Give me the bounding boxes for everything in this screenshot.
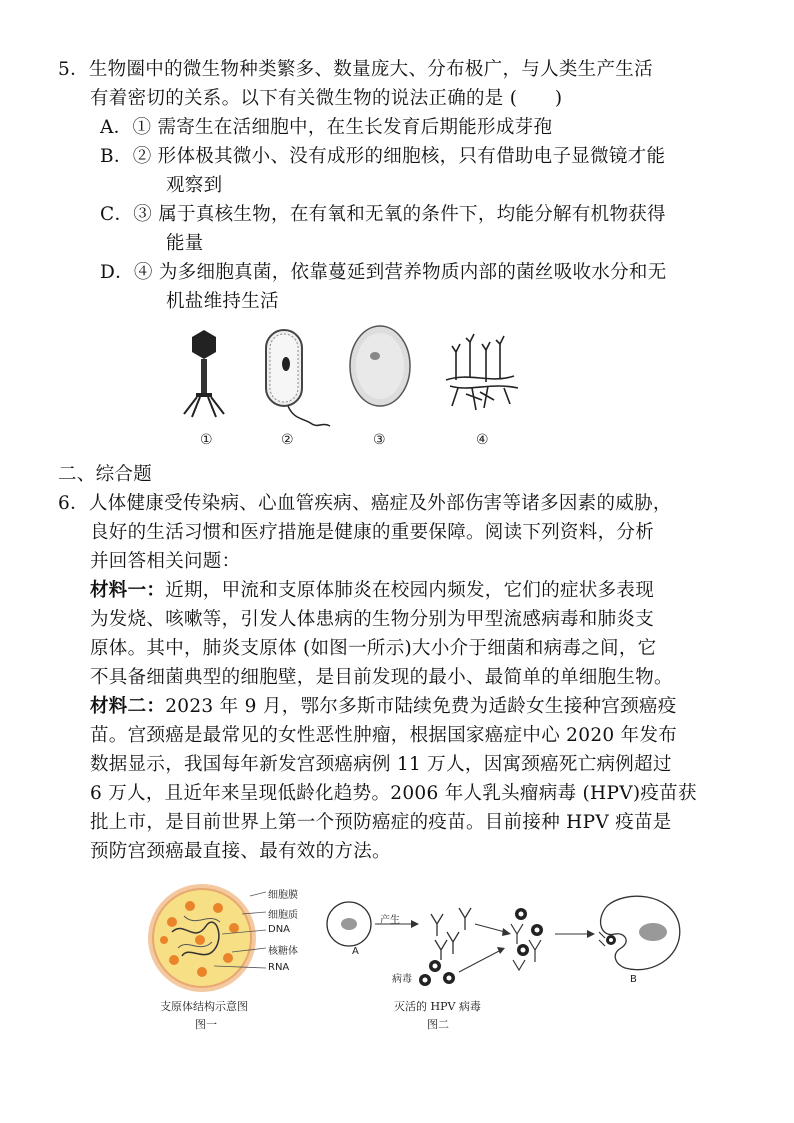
q6-stem-line2: 良好的生活习惯和医疗措施是健康的重要保障。阅读下列资料，分析 (90, 522, 655, 543)
fig2-label-virus: 病毒 (392, 974, 412, 985)
q6-stem-line1: 6．人体健康受传染病、心血管疾病、癌症及外部伤害等诸多因素的威胁， (58, 493, 672, 514)
yeast-illustration (350, 326, 410, 406)
fig1-label-ribosome: 核糖体 (268, 946, 298, 957)
material2-label: 材料二： (90, 696, 166, 717)
material2-line6: 预防宫颈癌最直接、最有效的方法。 (90, 841, 391, 862)
material1-line1: 材料一：近期，甲流和支原体肺炎在校园内频发，它们的症状多表现 (90, 580, 655, 601)
q5-option-d-line1: D．④ 为多细胞真菌，依靠蔓延到营养物质内部的菌丝吸收水分和无 (100, 262, 667, 283)
q5-figure-label-4: ④ (476, 432, 489, 448)
material2-line5: 批上市，是目前世界上第一个预防癌症的疫苗。目前接种 HPV 疫苗是 (90, 812, 672, 833)
fig2-caption: 灭活的 HPV 病毒 (394, 1000, 481, 1013)
q5-option-b-line2: 观察到 (166, 175, 223, 196)
material2-line2: 苗。宫颈癌是最常见的女性恶性肿瘤，根据国家癌症中心 2020 年发布 (90, 725, 678, 746)
mold-illustration (446, 334, 518, 410)
material2-line4: 6 万人，且近年来呈现低龄化趋势。2006 年人乳头瘤病毒 (HPV)疫苗获 (90, 783, 697, 804)
material2-line3: 数据显示，我国每年新发宫颈癌病例 11 万人，因寓颈癌死亡病例超过 (90, 754, 672, 775)
antigen-antibody-complexes (511, 908, 543, 970)
q5-option-c-line1: C．③ 属于真核生物，在有氧和无氧的条件下，均能分解有机物获得 (100, 204, 666, 225)
q5-figure-label-1: ① (200, 432, 213, 448)
fig2-title: 图二 (427, 1018, 449, 1031)
section-title: 二、综合题 (58, 464, 153, 485)
q5-option-b-line1: B．② 形体极其微小、没有成形的细胞核，只有借助电子显微镜才能 (100, 146, 666, 167)
antibodies-group (431, 908, 471, 960)
material2-line1: 材料二：2023 年 9 月，鄂尔多斯市陆续免费为适龄女生接种宫颈癌疫 (90, 696, 677, 717)
fig1-label-dna: DNA (268, 924, 291, 935)
bacteriophage-illustration (184, 330, 224, 417)
q5-option-d-line2: 机盐维持生活 (166, 291, 279, 312)
fig2-label-produce: 产生 (380, 915, 400, 926)
mycoplasma-diagram (142, 882, 272, 994)
fig2-label-a: A (352, 946, 359, 957)
material1-line4: 不具备细菌典型的细胞壁，是目前发现的最小、最简单的单细胞生物。 (90, 667, 673, 688)
q5-stem-line1: 5．生物圈中的微生物种类繁多、数量庞大、分布极广，与人类生产生活 (58, 59, 653, 80)
q5-option-c-line2: 能量 (166, 233, 204, 254)
q5-stem-line2: 有着密切的关系。以下有关微生物的说法正确的是 ( ) (90, 88, 563, 109)
material1-label: 材料一： (90, 580, 166, 601)
bacterium-illustration (266, 330, 330, 426)
q6-stem-line3: 并回答相关问题： (90, 551, 241, 572)
material1-line2: 为发烧、咳嗽等，引发人体患病的生物分别为甲型流感病毒和肺炎支 (90, 609, 655, 630)
fig1-label-rna: RNA (268, 962, 290, 973)
fig1-title: 图一 (195, 1018, 217, 1031)
fig1-caption: 支原体结构示意图 (160, 1000, 248, 1013)
q5-option-a: A．① 需寄生在活细胞中，在生长发育后期能形成芽孢 (100, 117, 553, 138)
q5-figure-label-2: ② (281, 432, 294, 448)
virus-particles (419, 960, 455, 986)
fig1-label-cytoplasm: 细胞质 (268, 910, 298, 921)
q5-figure-label-3: ③ (373, 432, 386, 448)
fig1-label-membrane: 细胞膜 (268, 890, 298, 901)
material1-line3: 原体。其中，肺炎支原体 (如图一所示)大小介于细菌和病毒之间，它 (90, 638, 657, 659)
fig2-label-b: B (630, 974, 637, 985)
